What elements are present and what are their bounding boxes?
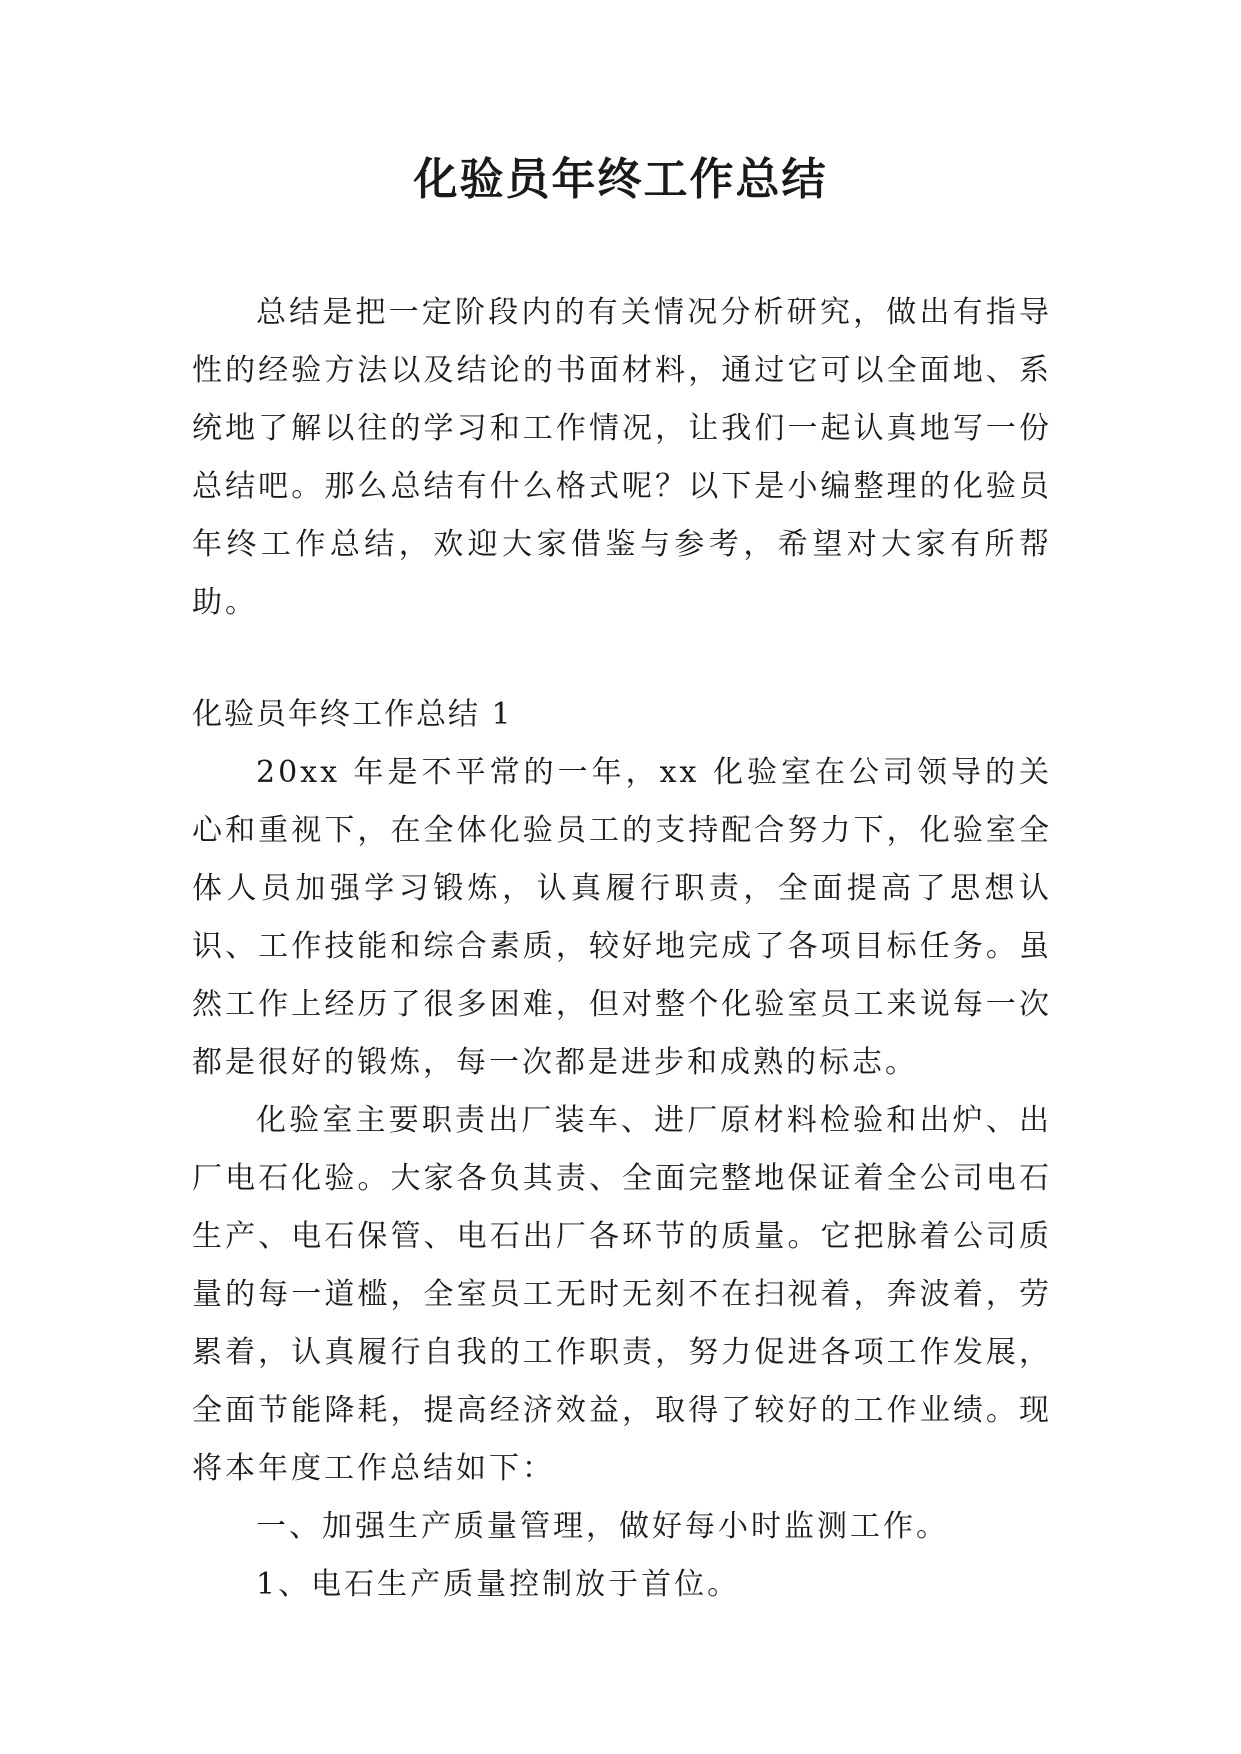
body-paragraph-1: 20xx 年是不平常的一年，xx 化验室在公司领导的关心和重视下，在全体化验员工的支持配合努力下，化验室全体人员加强学习锻炼，认真履行职责，全面提高了思想认识、工作技能和综合素质，较好地完成了各项目标任务。虽然工作上经历了很多困难，但对整个化验室员工来说每一次都是很好的锻炼，每一次都是进步和成熟的标志。 — [192, 755, 1052, 1080]
body-paragraph-2: 化验室主要职责出厂装车、进厂原材料检验和出炉、出厂电石化验。大家各负其责、全面完整地保证着全公司电石生产、电石保管、电石出厂各环节的质量。它把脉着公司质量的每一道槛，全室员工无时无刻不在扫视着，奔波着，劳累着，认真履行自我的工作职责，努力促进各项工作发展，全面节能降耗，提高经济效益，取得了较好的工作业绩。现将本年度工作总结如下： — [192, 1103, 1052, 1486]
document-body — [192, 284, 1052, 1614]
intro-paragraph: 总结是把一定阶段内的有关情况分析研究，做出有指导性的经验方法以及结论的书面材料，通过它可以全面地、系统地了解以往的学习和工作情况，让我们一起认真地写一份总结吧。那么总结有什么格式呢？以下是小编整理的化验员年终工作总结，欢迎大家借鉴与参考，希望对大家有所帮助。 — [192, 295, 1052, 620]
document-title: 化验员年终工作总结 — [413, 154, 828, 205]
list-item-1: 1、电石生产质量控制放于首位。 — [256, 1567, 741, 1602]
list-heading-1: 一、加强生产质量管理，做好每小时监测工作。 — [256, 1509, 949, 1544]
spacer — [192, 632, 1052, 686]
section-heading: 化验员年终工作总结 1 — [192, 697, 513, 732]
